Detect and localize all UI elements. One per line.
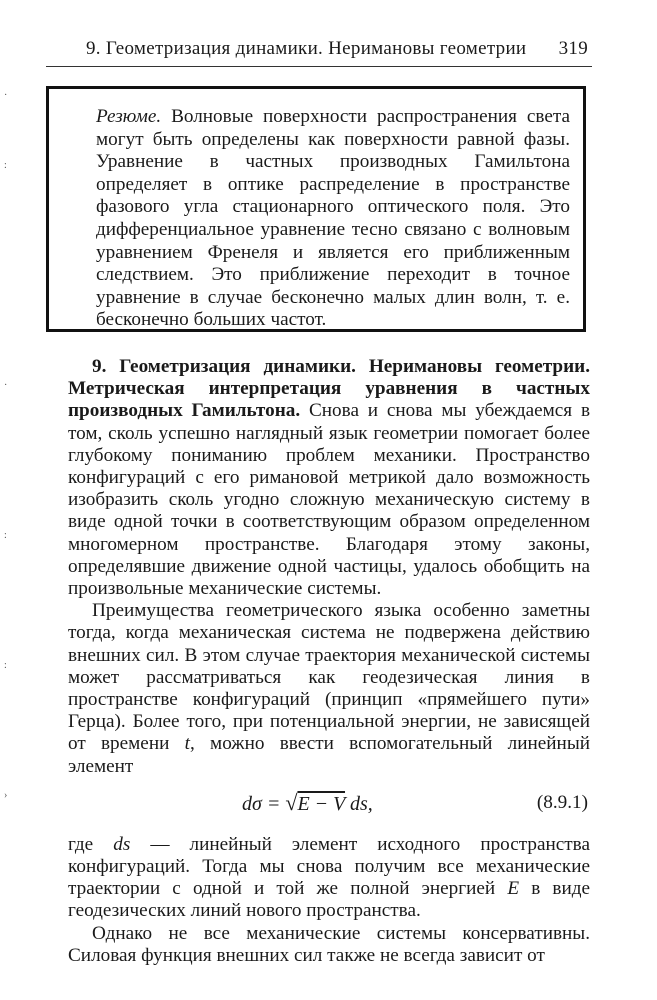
page-number: 319 <box>558 38 588 59</box>
section-paragraph-4: Однако не все механические системы консервативны. Силовая функция внешних сил также не всегда зависит от <box>68 922 590 966</box>
equation-number: (8.9.1) <box>536 791 588 813</box>
section-paragraph-1 <box>68 356 590 600</box>
formula-radicand: E − V <box>297 792 346 815</box>
paragraph-3-text-a: где <box>68 833 114 855</box>
running-header <box>46 36 592 64</box>
section-heading: 9. Геометризация динамики. Неримановы геометрии. Метрическая интерпретация уравнения в частных производных Гамильтона. <box>68 356 590 422</box>
speck: : <box>4 160 7 171</box>
formula-8-9-1 <box>68 786 590 826</box>
speck: › <box>4 790 8 801</box>
speck: : <box>4 530 7 541</box>
section-paragraph-2 <box>68 600 590 778</box>
formula-expression <box>242 789 373 815</box>
header-rule <box>46 66 592 67</box>
variable-ds: ds <box>113 833 131 855</box>
summary-body: Волновые поверхности распространения света могут быть определены как поверхности равной фазы. Уравнение в частных производных Гамильтона определяет в оптике распределение в пространстве фазового угла стационарного оптического поля. Это дифференциальное уравнение тесно связано с волновым уравнением Френеля и является его приближенным следствием. Это приближение переходит в точное уравнение в случае бесконечно малых длин волн, т. е. бесконечно больших частот. <box>96 106 570 331</box>
section-body <box>68 356 590 967</box>
paragraph-2-text-a: Преимущества геометрического языка особенно заметны тогда, когда механическая система не подвержена действию внешних сил. В этом случае траектория механической системы может рассматриваться как геодезическая линия в пространстве конфигураций (принцип «прямейшего пути» Герца). Более того, при потенциальной энергии, не зависящей от времени <box>68 600 590 755</box>
variable-t: t <box>184 733 190 755</box>
summary-lead: Резюме. <box>96 106 162 127</box>
speck: : <box>4 660 7 671</box>
speck: · <box>4 380 8 391</box>
variable-E: E <box>507 878 520 900</box>
paragraph-3-text-b: — линейный элемент исходного пространства конфигураций. Тогда мы снова получим все механические траектории с одной и той же полной энергией <box>68 833 590 900</box>
speck: · <box>4 90 8 101</box>
margin-specks <box>2 90 16 850</box>
sqrt-sign: √ <box>285 789 298 815</box>
section-paragraph-3 <box>68 834 590 923</box>
section-paragraph-1-text: Снова и снова мы убеждаемся в том, сколь успешно наглядный язык геометрии помогает более глубокому пониманию проблем механики. Пространство конфигураций с его римановой метрикой дало возможность изобразить сколь угодно сложную механическую систему в виде одной точки в соответствующим образом определенном многомерном пространстве. Благодаря этому законы, определявшие движение одной частицы, удалось обобщить на произвольные механические системы. <box>68 400 591 600</box>
running-header-title: 9. Геометризация динамики. Неримановы геометрии <box>86 38 527 59</box>
formula-rhs: ds, <box>345 792 373 815</box>
paragraph-3-text-c: в виде геодезических линий нового пространства. <box>68 878 590 922</box>
formula-lhs: dσ = <box>242 792 286 815</box>
paragraph-2-text-b: , можно ввести вспомогательный линейный элемент <box>68 733 590 777</box>
summary-text <box>96 106 570 332</box>
